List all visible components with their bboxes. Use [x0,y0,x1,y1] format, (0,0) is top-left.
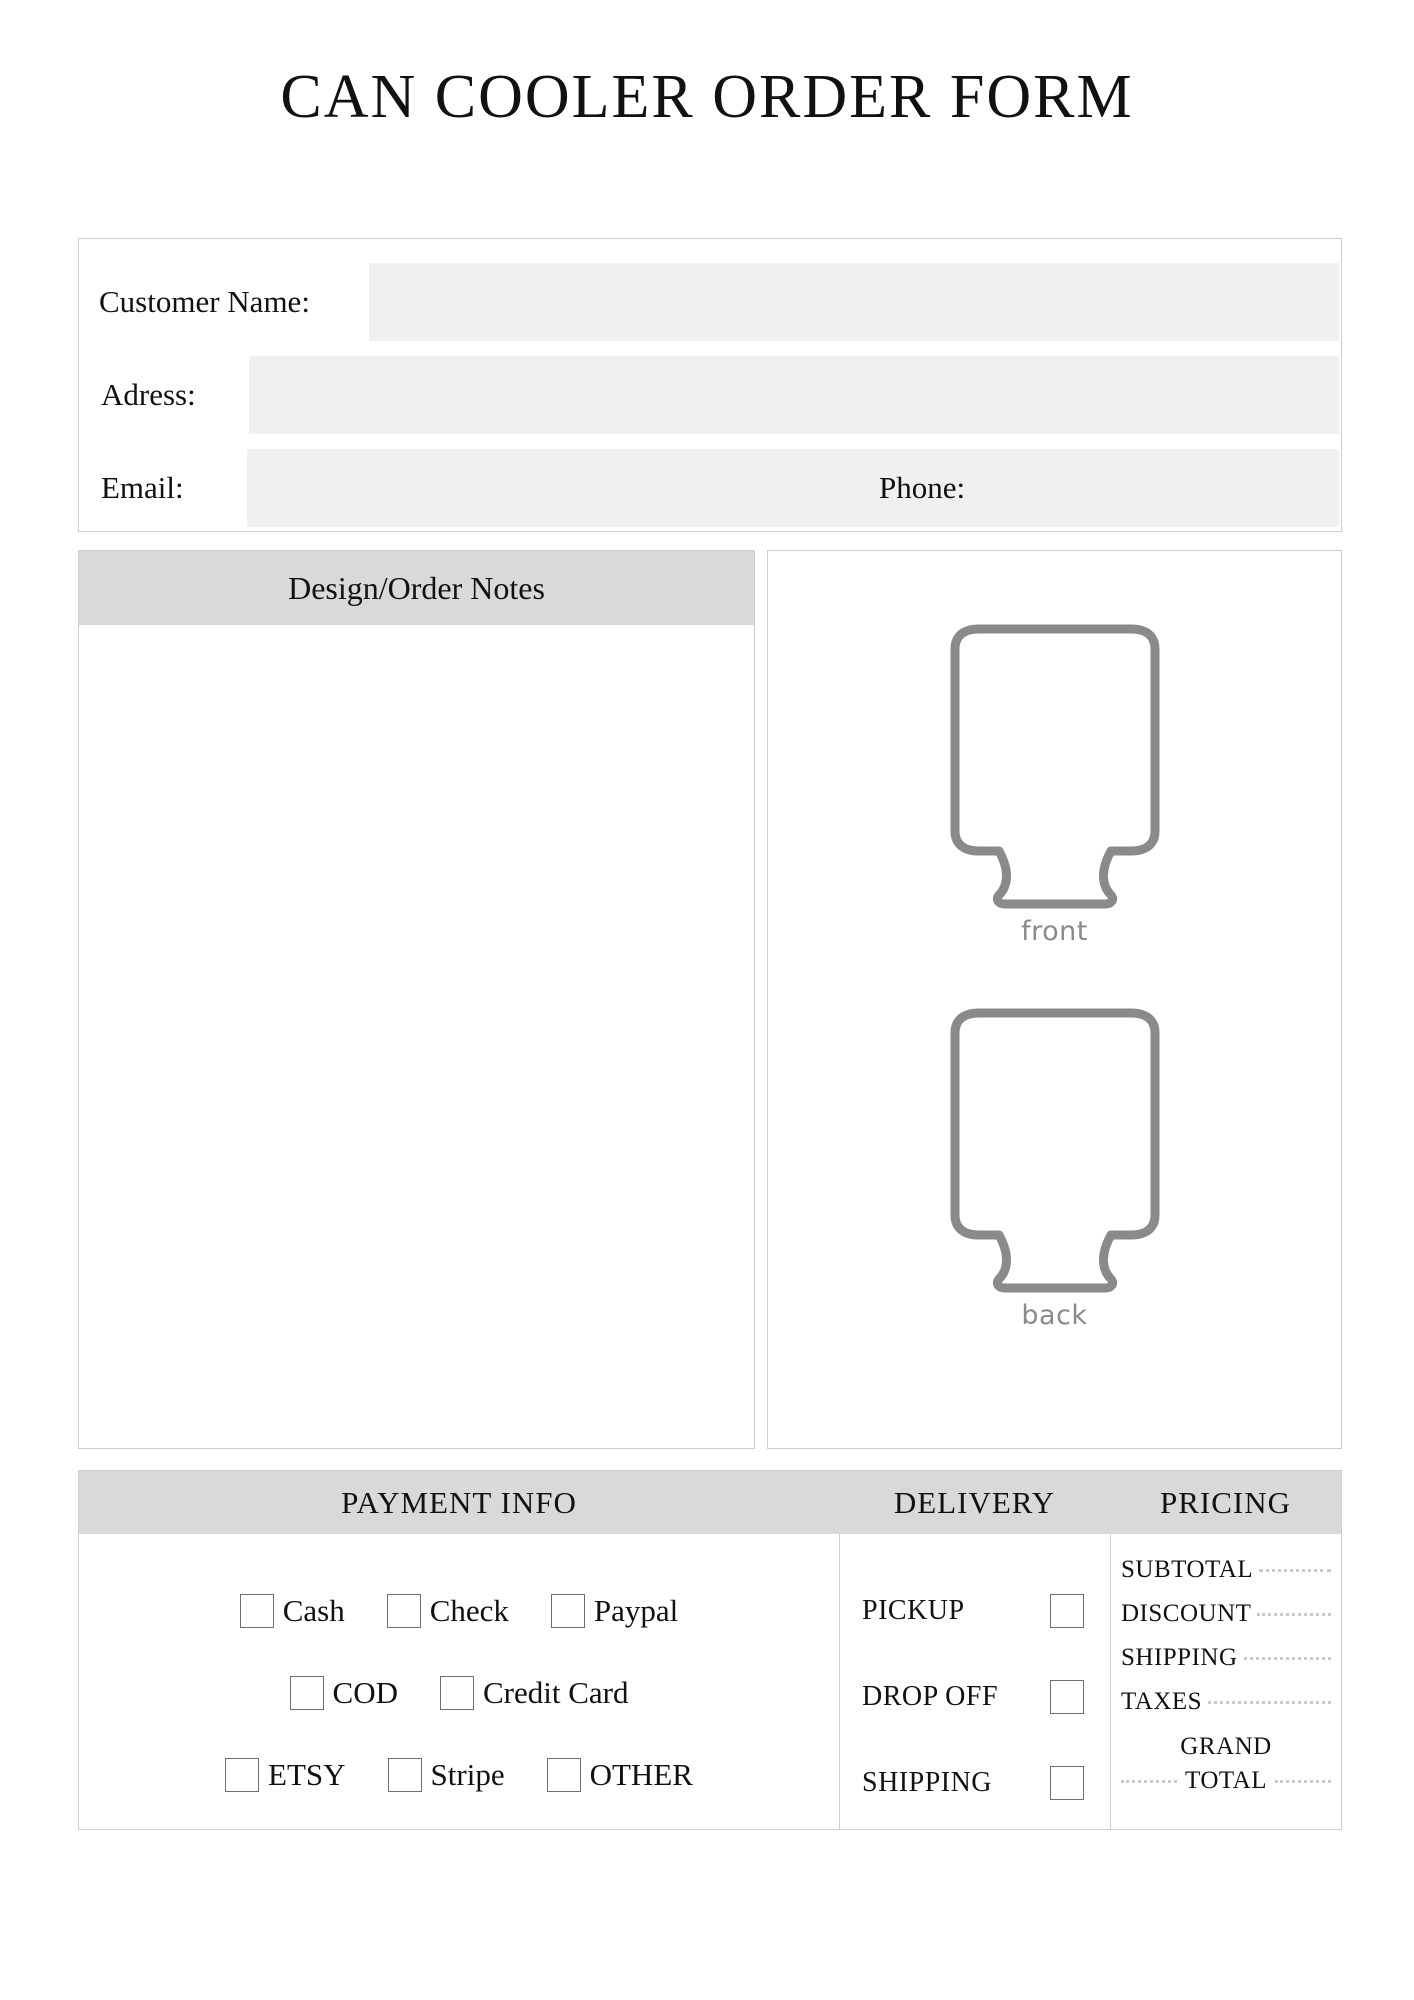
payment-option-label: COD [332,1675,398,1710]
payment-option-etsy[interactable] [225,1757,346,1793]
payment-option-label: Check [429,1593,509,1628]
payment-option-cod[interactable] [290,1675,398,1711]
checkbox-icon[interactable] [225,1758,259,1792]
grand-total-line2 [1121,1764,1331,1798]
pricing-row-shipping[interactable] [1121,1644,1331,1672]
checkbox-icon[interactable] [388,1758,422,1792]
payment-option-paypal[interactable] [551,1593,678,1629]
payment-options [79,1534,839,1829]
pricing-row-discount[interactable] [1121,1600,1331,1628]
payment-row-1 [79,1570,839,1652]
checkbox-icon[interactable] [1050,1680,1084,1714]
payment-option-cash[interactable] [240,1593,345,1629]
pricing-summary [1111,1534,1341,1829]
email-phone-row [79,449,1341,527]
phone-label: Phone: [879,470,966,505]
delivery-option-label: PICKUP [862,1595,965,1626]
checkbox-icon[interactable] [1050,1766,1084,1800]
front-mockup-caption: front [1021,916,1088,947]
payment-option-stripe[interactable] [388,1757,505,1793]
payment-option-check[interactable] [387,1593,509,1629]
grand-total-label-line2: TOTAL [1185,1767,1267,1794]
design-order-notes-input[interactable] [79,625,754,1448]
payment-info-header: PAYMENT INFO [341,1485,577,1520]
pricing-row-label: SUBTOTAL [1121,1556,1254,1583]
pricing-row-subtotal[interactable] [1121,1556,1331,1584]
grand-total-left-line[interactable] [1121,1780,1177,1783]
payment-option-label: Credit Card [482,1675,629,1710]
delivery-option-label: SHIPPING [862,1767,993,1798]
address-input[interactable] [249,356,1339,434]
checkbox-icon[interactable] [440,1676,474,1710]
email-label: Email: [101,470,184,505]
page-title: CAN COOLER ORDER FORM [280,63,1134,131]
customer-info-section [78,238,1342,532]
payment-option-label: ETSY [268,1757,346,1792]
bottom-section [78,1470,1342,1830]
checkbox-icon[interactable] [547,1758,581,1792]
pricing-row-value-line[interactable] [1208,1701,1331,1704]
pricing-row-label: DISCOUNT [1121,1600,1252,1627]
delivery-header: DELIVERY [893,1485,1056,1520]
email-input[interactable] [247,449,1339,527]
pricing-row-taxes[interactable] [1121,1688,1331,1716]
can-cooler-back-icon [925,1003,1185,1293]
design-order-notes-section [78,550,755,1449]
pricing-row-value-line[interactable] [1244,1657,1331,1660]
grand-total-label-line1: GRAND [1180,1733,1272,1760]
pricing-header: PRICING [1159,1485,1291,1520]
pricing-row-label: SHIPPING [1121,1644,1238,1671]
customer-name-label: Customer Name: [99,284,310,319]
can-cooler-front-icon [925,619,1185,909]
payment-option-other[interactable] [547,1757,693,1793]
grand-total-right-line[interactable] [1275,1780,1331,1783]
checkbox-icon[interactable] [1050,1594,1084,1628]
customer-name-row [79,263,1341,341]
design-order-notes-header: Design/Order Notes [79,551,754,625]
delivery-option-pickup[interactable] [840,1576,1110,1646]
checkbox-icon[interactable] [387,1594,421,1628]
payment-option-label: Stripe [430,1757,505,1792]
address-label: Adress: [101,377,196,412]
pricing-row-grand-total[interactable] [1121,1730,1331,1798]
pricing-row-value-line[interactable] [1257,1613,1331,1616]
mockup-section [767,550,1342,1449]
delivery-options [840,1534,1110,1829]
front-mockup [925,619,1185,947]
payment-row-3 [79,1734,839,1816]
customer-name-input[interactable] [369,263,1339,341]
payment-row-2 [79,1652,839,1734]
payment-option-credit-card[interactable] [440,1675,629,1711]
pricing-row-value-line[interactable] [1259,1569,1331,1572]
delivery-option-shipping[interactable] [840,1748,1110,1818]
checkbox-icon[interactable] [290,1676,324,1710]
payment-option-label: Cash [282,1593,345,1628]
address-row [79,356,1341,434]
checkbox-icon[interactable] [551,1594,585,1628]
payment-option-label: Paypal [593,1593,679,1628]
checkbox-icon[interactable] [240,1594,274,1628]
back-mockup [925,1003,1185,1331]
pricing-row-label: TAXES [1121,1688,1203,1715]
payment-option-label: OTHER [589,1757,693,1792]
back-mockup-caption: back [1021,1300,1088,1331]
delivery-option-drop-off[interactable] [840,1662,1110,1732]
delivery-option-label: DROP OFF [862,1681,999,1712]
